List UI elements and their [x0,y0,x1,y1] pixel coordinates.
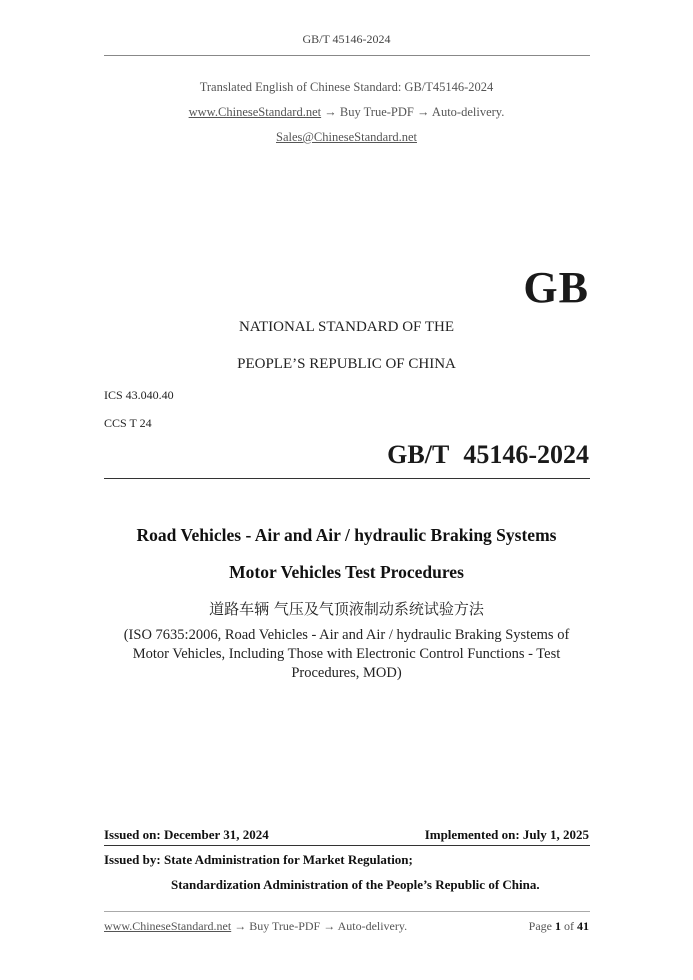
ics-code: ICS 43.040.40 [104,388,174,402]
iso-reference [110,626,583,683]
page-current: 1 [555,919,561,933]
page-of: of [564,919,574,933]
issued-by-line2: Standardization Administration of the People’s Republic of China. [171,877,540,892]
page-total: 41 [577,919,589,933]
title-line2: Motor Vehicles Test Procedures [229,562,464,582]
dates-rule [104,845,590,846]
standard-number: GB/T 45146-2024 [387,440,589,469]
translation-note-line2 [0,105,693,120]
footer-buy-note: → Buy True-PDF → Auto-delivery. [231,919,408,933]
page-word: Page [528,919,552,933]
national-standard-line2: PEOPLE’S REPUBLIC OF CHINA [237,356,456,372]
implemented-on: Implemented on: July 1, 2025 [424,827,589,842]
issued-on: Issued on: December 31, 2024 [104,827,269,842]
buy-note: → Buy True-PDF → Auto-delivery. [321,105,505,119]
footer-site-link[interactable]: www.ChineseStandard.net [104,919,232,933]
iso-line1: (ISO 7635:2006, Road Vehicles - Air and Air / hydraulic Braking Systems of [123,627,570,643]
title-line1: Road Vehicles - Air and Air / hydraulic Braking Systems [136,525,557,545]
standard-number-rule [104,478,590,479]
site-link[interactable]: www.ChineseStandard.net [188,105,322,119]
iso-line2: Motor Vehicles, Including Those with Electronic Control Functions - Test [132,646,561,662]
national-standard-line1: NATIONAL STANDARD OF THE [238,319,455,335]
ccs-code: CCS T 24 [104,416,152,430]
email-line [0,130,693,145]
gb-mark: GB [523,263,589,312]
running-header: GB/T 45146-2024 [302,32,391,46]
issued-by-line1: Issued by: State Administration for Market Regulation; [104,852,413,867]
translation-note-line1: Translated English of Chinese Standard: GB/T45146-2024 [199,80,494,94]
iso-line3: Procedures, MOD) [291,665,402,681]
header-rule [104,55,590,56]
footer-note [104,919,407,934]
email-link[interactable]: Sales@ChineseStandard.net [276,130,417,144]
footer-rule [104,911,590,912]
page-indicator [529,919,589,934]
title-chinese: 道路车辆 气压及气顶液制动系统试验方法 [209,600,484,618]
